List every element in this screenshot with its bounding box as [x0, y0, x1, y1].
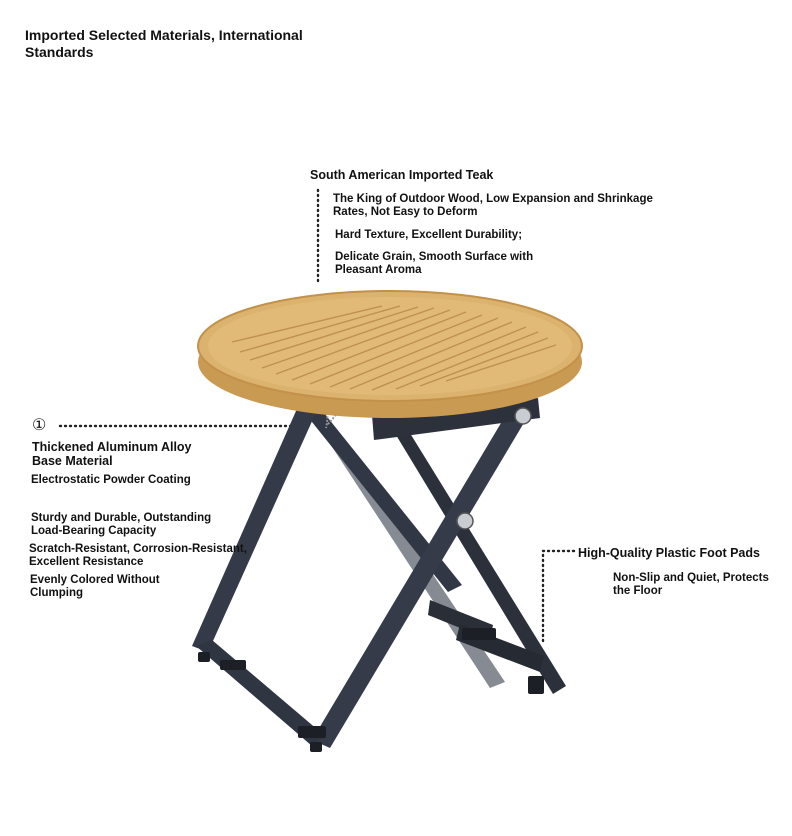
- aluminum-coating: Electrostatic Powder Coating: [31, 474, 191, 486]
- teak-point-1: The King of Outdoor Wood, Low Expansion and Shrinkage Rates, Not Easy to Deform: [333, 193, 653, 218]
- foot-pad-leader-line: [543, 551, 574, 642]
- teak-title: South American Imported Teak: [310, 168, 494, 182]
- table-frame: [192, 398, 566, 748]
- aluminum-point-1: Sturdy and Durable, Outstanding Load-Bearing Capacity: [31, 512, 212, 537]
- foot-pads-point-1: Non-Slip and Quiet, Protects the Floor: [613, 572, 769, 597]
- teak-point-3: Delicate Grain, Smooth Surface with Pleasant Aroma: [335, 251, 534, 276]
- teak-table-top: [198, 291, 582, 418]
- aluminum-point-3: Evenly Colored Without Clumping: [30, 574, 160, 599]
- callout-number: ①: [32, 417, 47, 434]
- teak-point-2: Hard Texture, Excellent Durability;: [335, 229, 523, 241]
- page-title: Imported Selected Materials, International Standards: [25, 27, 303, 60]
- aluminum-point-2: Scratch-Resistant, Corrosion-Resistant, Excellent Resistance: [29, 543, 247, 568]
- aluminum-title: Thickened Aluminum Alloy Base Material: [32, 440, 192, 468]
- foot-pads-title: High-Quality Plastic Foot Pads: [578, 546, 760, 560]
